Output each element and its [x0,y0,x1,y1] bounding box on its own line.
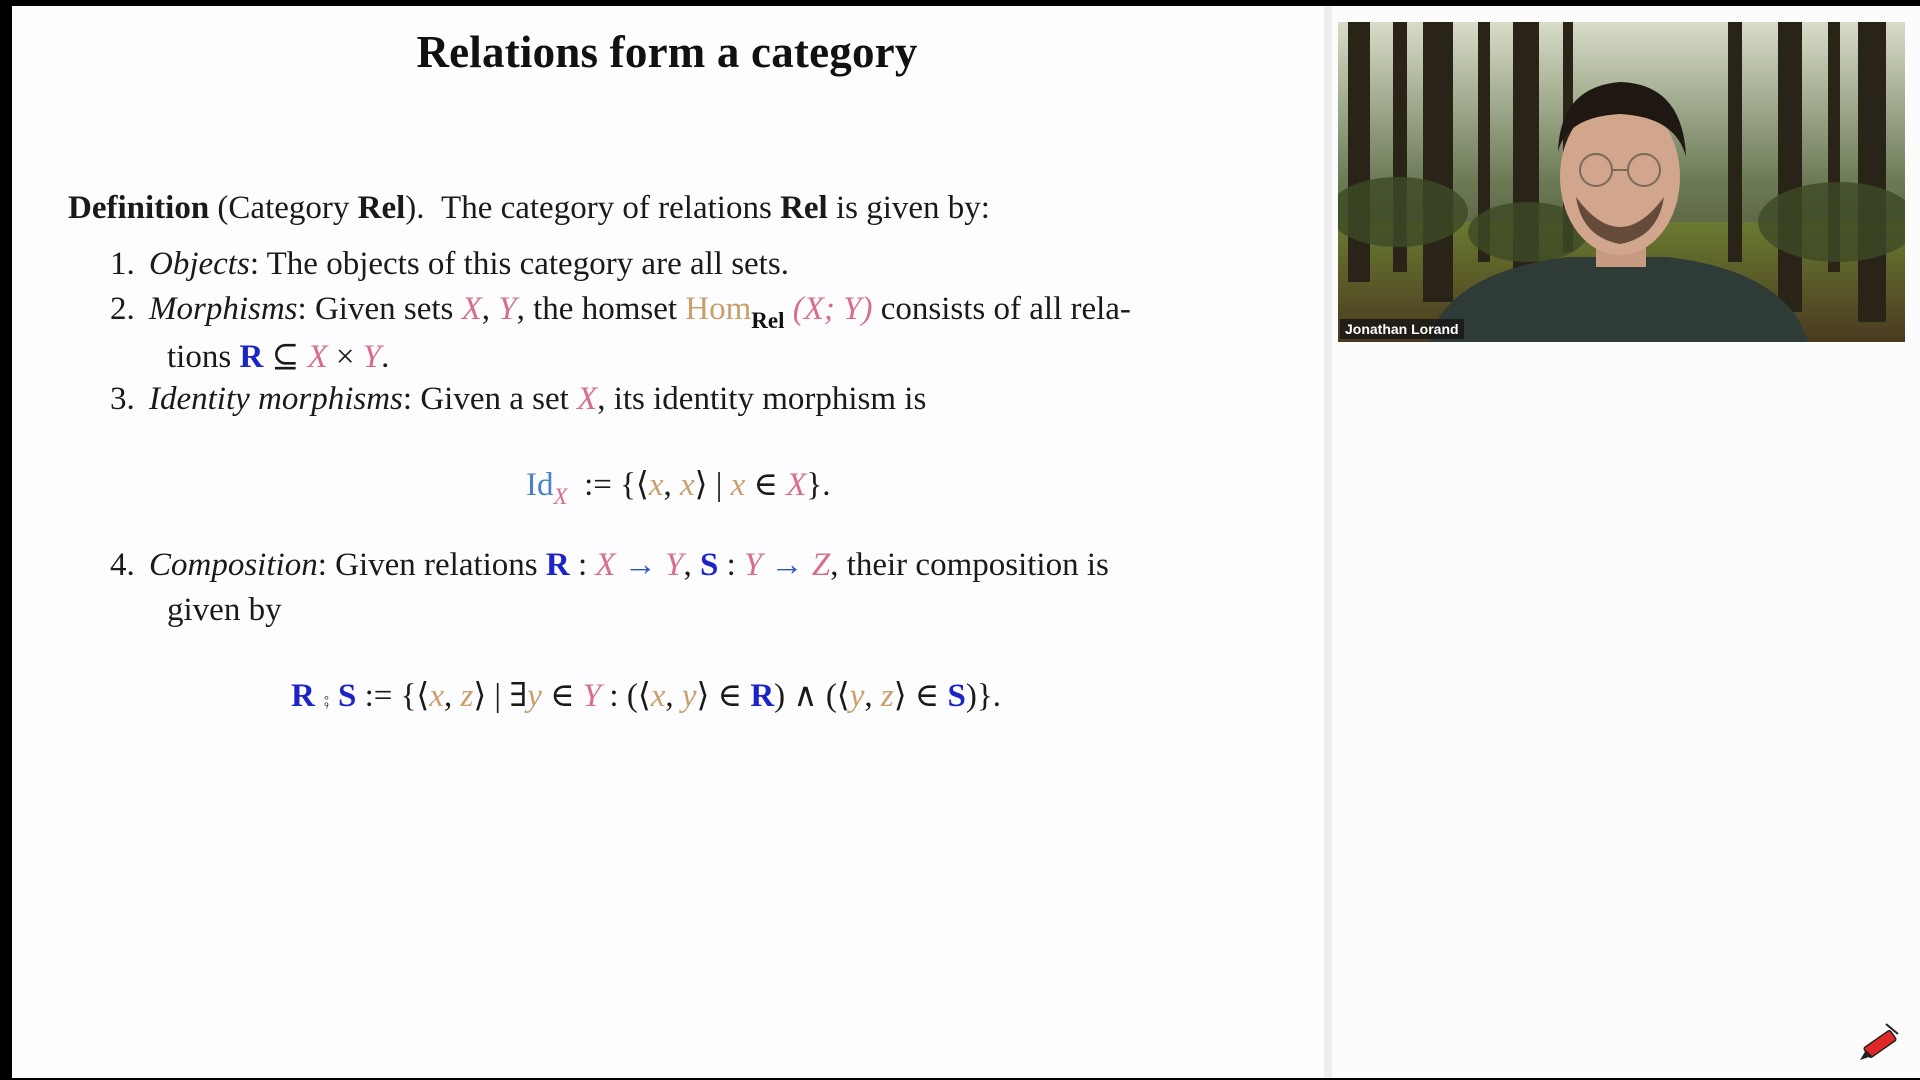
subset-symbol: ⊆ [263,339,308,375]
formula-part: , [663,467,680,503]
video-feed [1338,22,1905,342]
definition-label: Definition [68,190,210,226]
item-term: Objects [149,246,250,282]
relation-s: S [337,678,357,714]
participant-video-tile[interactable] [1338,22,1905,342]
formula-part: ⟩ ∈ [893,678,948,714]
var-x-lower: x [679,467,695,503]
participant-name-label: Jonathan Lorand [1340,319,1464,339]
var-x-lower: x [648,467,664,503]
definition-paren-open: (Category [217,190,358,226]
definition-paren-close: ). [405,190,425,226]
var-x: X [461,291,482,327]
relation-r: R [239,339,264,375]
var-z: Z [811,547,831,583]
relation-r: R [545,547,570,583]
arrow: → [615,547,666,583]
formula-part: := {⟨ [356,678,430,714]
item-number: 3. [110,381,135,417]
formula-part: ⟩ | [694,467,731,503]
relation-r: R [750,678,775,714]
comma: , [481,291,499,327]
var-x-lower: x [429,678,444,714]
item-text: : Given a set [402,381,578,417]
formula-part: ) ∧ (⟨ [774,678,850,714]
var-y: Y [498,291,517,327]
definition-line [68,190,990,227]
list-item-morphisms-line2 [167,336,389,376]
item-text: given by [167,592,282,628]
formula-part: , [864,678,881,714]
pen-icon[interactable] [1856,1020,1902,1066]
var-x: X [307,339,328,375]
formula-part: ⟩ ∈ [696,678,751,714]
formula-part: ⟩ | ∃ [473,678,528,714]
definition-intro-rel: Rel [780,190,828,226]
item-text: , its identity morphism is [597,381,927,417]
times-symbol: × [327,339,363,375]
item-text: , their composition is [830,547,1109,583]
formula-part: := {⟨ [575,467,649,503]
arrow: → [762,547,812,583]
var-y: Y [665,547,684,583]
colon: : [569,547,596,583]
formula-part: , [443,678,461,714]
hom-args: (X; Y) [792,291,873,327]
item-number: 4. [110,547,135,583]
panel-divider[interactable] [1324,6,1332,1078]
item-number: 2. [110,291,135,327]
list-item-composition-line2 [167,592,282,629]
pen-icon-graphic [1856,1020,1902,1066]
list-item-objects [110,246,789,283]
identity-formula [526,464,831,509]
var-y-lower: y [849,678,865,714]
slide-title: Relations form a category [416,27,918,77]
item-term: Composition [149,547,318,583]
item-text: : Given sets [297,291,462,327]
relation-s: S [699,547,719,583]
formula-part: ⨾ [314,678,338,714]
period: . [381,339,390,375]
formula-part: ∈ [745,467,787,503]
var-x: X [577,381,598,417]
var-z-lower: z [460,678,474,714]
presentation-slide [12,6,1324,1078]
colon: : [718,547,744,583]
definition-intro-pre: The category of relations [441,190,781,226]
relation-r: R [291,678,315,714]
var-y-lower: y [527,678,542,714]
item-text: tions [167,339,240,375]
formula-part: ∈ [541,678,583,714]
formula-part: , [665,678,682,714]
composition-formula [291,675,1001,715]
item-text: , the homset [516,291,686,327]
list-item-identity [110,381,926,418]
definition-intro-post: is given by: [827,190,990,226]
var-z-lower: z [880,678,894,714]
list-item-morphisms [110,291,1131,333]
item-text: : Given relations [317,547,546,583]
id-symbol: Id [526,467,554,503]
hom-subscript: Rel [751,308,785,333]
formula-part: )}. [965,678,1001,714]
item-text: consists of all rela- [872,291,1131,327]
var-y-lower: y [681,678,697,714]
item-term: Identity morphisms [149,381,403,417]
formula-part: }. [806,467,831,503]
var-y: Y [743,547,763,583]
hom-symbol: Hom [685,291,752,327]
formula-part: : (⟨ [601,678,651,714]
item-number: 1. [110,246,135,282]
var-x: X [595,547,616,583]
var-x-lower: x [730,467,746,503]
definition-paren-rel: Rel [357,190,406,226]
item-term: Morphisms [149,291,298,327]
list-item-composition: 4. Composition: Given relations R : X → Y, S : Y → Z, their composition is [110,547,1109,583]
var-x: X [786,467,807,503]
relation-s: S [947,678,966,714]
item-text: : The objects of this category are all sets. [249,246,789,282]
var-y: Y [362,339,382,375]
var-y: Y [582,678,602,714]
var-x-lower: x [650,678,666,714]
id-subscript: X [553,484,568,509]
